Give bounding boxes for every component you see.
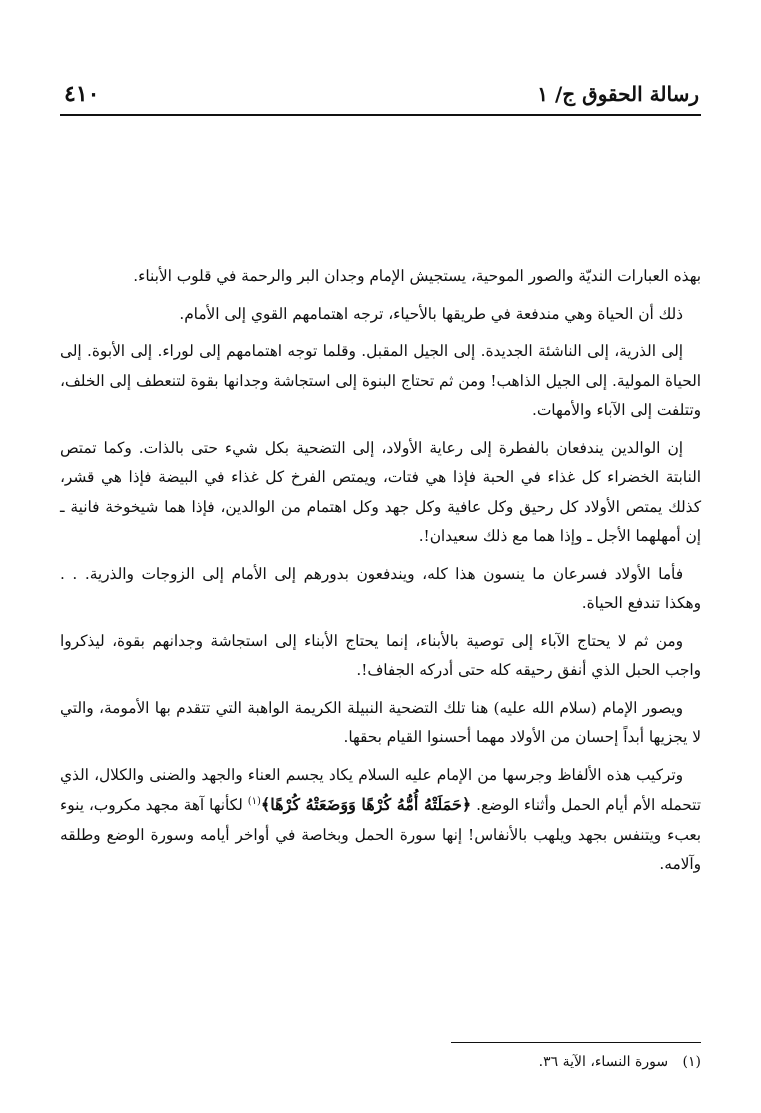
quran-verse: ﴿حَمَلَتْهُ أُمُّهُ كُرْهًا وَوَضَعَتْهُ كُرْهًا﴾ <box>260 795 472 814</box>
footnote-number: (١) <box>682 1054 701 1070</box>
paragraph: بهذه العبارات النديّة والصور الموحية، يستجيش الإمام وجدان البر والرحمة في قلوب الأبناء. <box>133 267 701 285</box>
paragraph: ذلك أن الحياة وهي مندفعة في طريقها بالأحياء، ترجه اهتمامهم القوي إلى الأمام. <box>179 304 683 323</box>
paragraph: ومن ثم لا يحتاج الآباء إلى توصية بالأبناء، إنما يحتاج الأبناء إلى استجاشة وجدانهم بقوة، ليذكروا واجب الحبل الذي أنفق رحيقه كله حتى أدركه الجفاف!. <box>60 631 701 679</box>
paragraph-text-part1: وتركيب هذه الألفاظ وجرسها من الإمام عليه السلام يكاد يجسم العناء والجهد والضنى والكلال، الذي تتحمله الأم أيام الحمل وأثناء الوضع. <box>60 765 701 814</box>
paragraph: إلى الذرية، إلى الناشئة الجديدة. إلى الجيل المقبل. وقلما توجه اهتمامهم إلى لوراء. إلى الأبوة. إلى الحياة المولية. إلى الجيل الذاهب! ومن ثم تحتاج البنوة إلى استجاشة وجدانها بقوة لتنعطف إلى الخلف، وتتلفت إلى الآباء والأمهات. <box>60 342 701 419</box>
footnote-divider <box>451 1042 701 1043</box>
page-number: ٤١٠ <box>64 81 100 107</box>
body-text <box>60 262 701 888</box>
footnote <box>60 1050 701 1074</box>
paragraph: ويصور الإمام (سلام الله عليه) هنا تلك التضحية النبيلة الكريمة الواهبة التي تتقدم بها الأمومة، والتي لا يجزيها أبداً إحسان من الأولاد مهما أحسنوا القيام بحقها. <box>60 698 701 746</box>
paragraph: إن الوالدين يندفعان بالفطرة إلى رعاية الأولاد، إلى التضحية بكل شيء حتى بالذات. وكما تمتص النابتة الخضراء كل غذاء في الحبة فإذا هي فتات، ويمتص الفرخ كل غذاء في البيضة فإذا هي قشر، كذلك يمتص الأولاد كل رحيق وكل عافية وكل جهد وكل اهتمام من الوالدين، فإذا هما شيخوخة فانية ـ إن أمهلهما الأجل ـ وإذا هما مع ذلك سعيدان!. <box>60 438 701 545</box>
paragraph-with-quran-verse <box>60 761 701 880</box>
paragraph-text-part2: لكأنها آهة مجهد مكروب، ينوء بعبء ويتنفس بجهد ويلهب بالأنفاس! إنها سورة الحمل وبخاصة في أواخر أيامه وسورة الوضع وطلقه وآلامه. <box>60 796 701 873</box>
footnote-reference: (١) <box>247 795 261 807</box>
book-title: رسالة الحقوق ج/ ١ <box>537 82 699 106</box>
paragraph: فأما الأولاد فسرعان ما ينسون هذا كله، ويندفعون بدورهم إلى الأمام إلى الزوجات والذرية. . . وهكذا تندفع الحياة. <box>60 564 701 612</box>
footnote-text: سورة النساء، الآية ٣٦. <box>538 1054 669 1070</box>
page-header <box>60 78 701 116</box>
